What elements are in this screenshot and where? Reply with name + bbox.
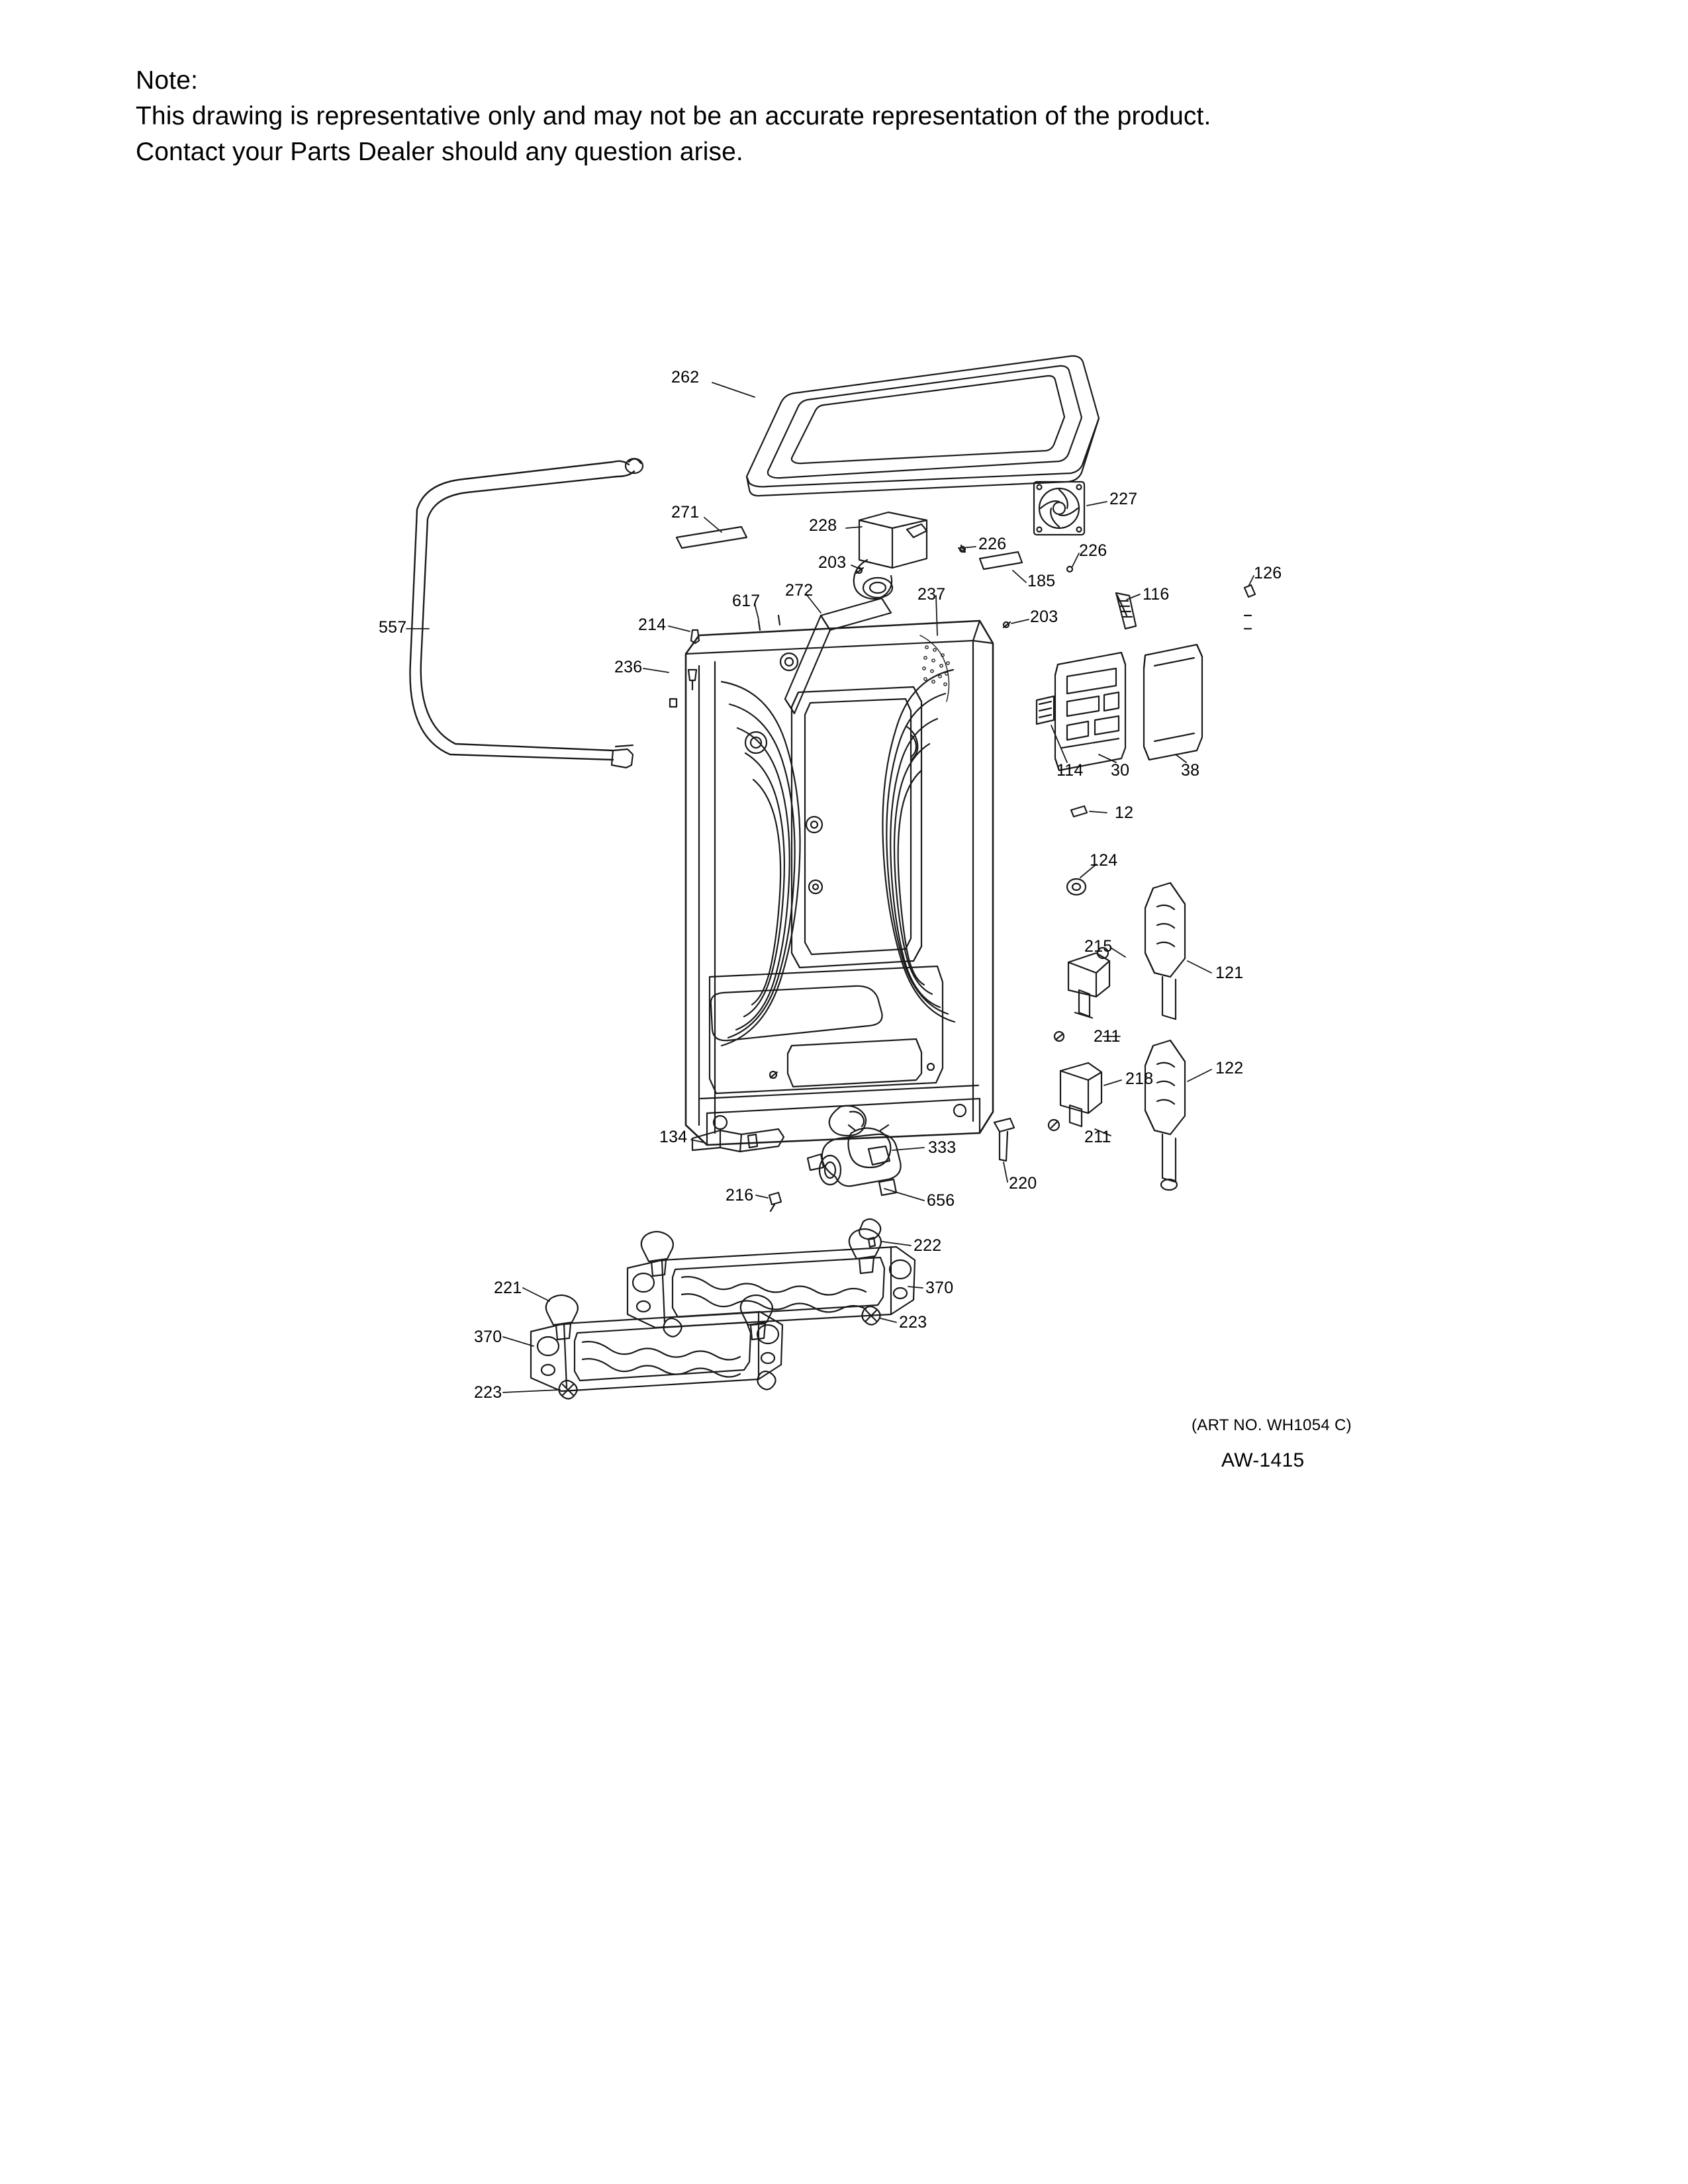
callout-134: 134 <box>659 1128 688 1146</box>
callout-617: 617 <box>732 592 761 610</box>
part-214-236-fasteners <box>670 630 699 707</box>
callout-38: 38 <box>1181 761 1200 780</box>
note-line-2: Contact your Parts Dealer should any question arise. <box>136 138 743 166</box>
callout-216: 216 <box>726 1186 754 1205</box>
callout-262: 262 <box>671 368 700 387</box>
callout-223-a: 223 <box>899 1313 927 1332</box>
part-656-pump-assembly <box>769 1134 901 1211</box>
part-116-spring <box>1116 593 1136 629</box>
art-number: (ART NO. WH1054 C) <box>1192 1416 1352 1434</box>
callout-656: 656 <box>927 1191 955 1210</box>
callout-124: 124 <box>1090 851 1118 870</box>
part-218-pump <box>1049 1063 1102 1130</box>
note-line-1: This drawing is representative only and may not be an accurate representation of the product. <box>136 102 1211 130</box>
callout-214: 214 <box>638 615 667 634</box>
part-370-lower-bracket <box>531 1295 782 1399</box>
callout-114: 114 <box>1056 761 1084 780</box>
part-557-power-cord <box>410 459 643 768</box>
note-title: Note: <box>136 66 199 95</box>
part-227-fan <box>1034 482 1084 535</box>
washer-cabinet-body <box>686 621 993 1145</box>
callout-211-b: 211 <box>1084 1128 1111 1146</box>
callout-122: 122 <box>1215 1059 1244 1077</box>
callout-333: 333 <box>928 1138 957 1157</box>
callout-30: 30 <box>1111 761 1130 780</box>
callout-12: 12 <box>1115 803 1134 822</box>
callout-218: 218 <box>1125 1069 1154 1088</box>
callout-223-b: 223 <box>474 1383 502 1402</box>
part-126-clip <box>1244 585 1255 629</box>
callout-370-a: 370 <box>925 1279 954 1297</box>
callout-227: 227 <box>1109 490 1138 508</box>
callout-272: 272 <box>785 581 814 600</box>
callout-226-b: 226 <box>1079 541 1107 560</box>
part-185-plate <box>980 552 1022 569</box>
callout-557: 557 <box>379 618 407 637</box>
callout-236: 236 <box>614 658 643 676</box>
part-370-upper-bracket <box>628 1229 915 1337</box>
note-block <box>136 63 1526 170</box>
callout-185: 185 <box>1027 572 1056 590</box>
part-228-dispenser-valve <box>854 512 927 599</box>
callout-116: 116 <box>1143 585 1170 604</box>
part-220-screw <box>994 1118 1014 1161</box>
part-121-suspension-rod <box>1145 883 1185 1019</box>
part-262-top-panel <box>747 356 1099 496</box>
callout-221: 221 <box>494 1279 522 1297</box>
callout-215: 215 <box>1084 937 1113 956</box>
part-226-screws <box>959 545 1072 572</box>
callout-220: 220 <box>1009 1174 1037 1193</box>
callout-121: 121 <box>1215 964 1244 982</box>
part-30-control-board <box>1037 653 1125 770</box>
part-222-screw <box>859 1219 880 1247</box>
part-124-ring <box>1067 879 1086 895</box>
callout-228: 228 <box>809 516 837 535</box>
part-122-suspension-rod <box>1145 1040 1185 1190</box>
part-38-board-cover <box>1144 645 1202 760</box>
callout-237: 237 <box>917 585 946 604</box>
art-code: AW-1415 <box>1221 1449 1305 1471</box>
part-333-clamp <box>848 1125 890 1167</box>
part-617-272-brace <box>759 598 891 713</box>
part-134-latch <box>692 1129 784 1152</box>
callout-271: 271 <box>671 503 700 522</box>
callout-211-a: 211 <box>1094 1027 1121 1046</box>
callout-222: 222 <box>914 1236 942 1255</box>
part-12-pin <box>1071 806 1087 817</box>
callout-126: 126 <box>1254 564 1282 582</box>
callout-226-a: 226 <box>978 535 1007 553</box>
callout-203-a: 203 <box>818 553 847 572</box>
callout-370-b: 370 <box>474 1328 502 1346</box>
part-271-strip <box>677 527 747 548</box>
callout-203-b: 203 <box>1030 608 1058 626</box>
